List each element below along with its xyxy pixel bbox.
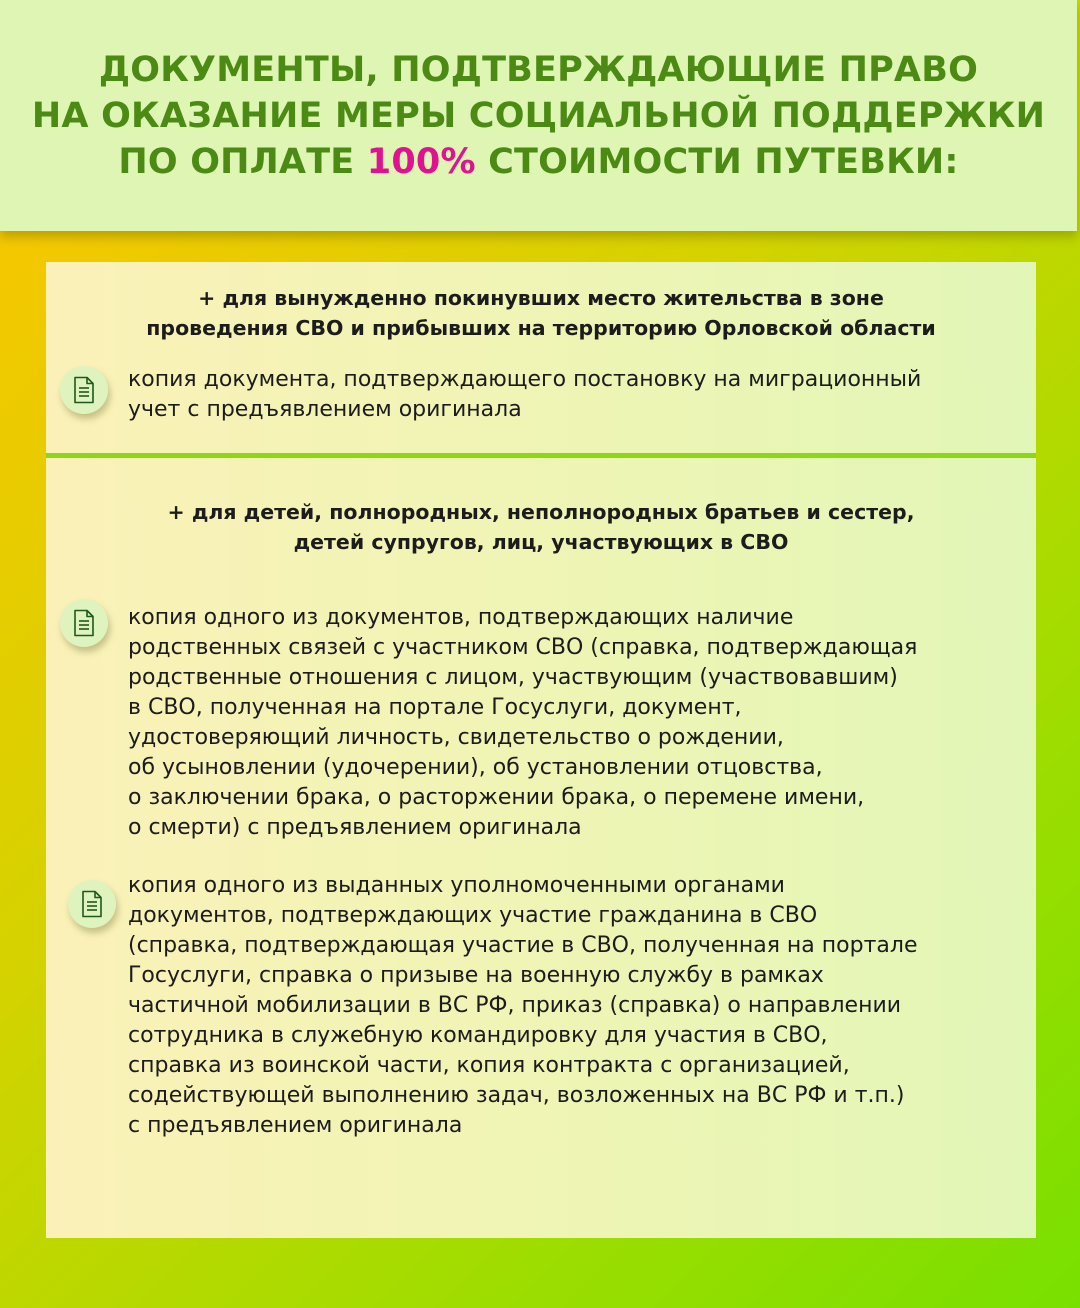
- item-line: документов, подтверждающих участие гражданина в СВО: [128, 903, 818, 928]
- item-line: частичной мобилизации в ВС РФ, приказ (справка) о направлении: [128, 993, 902, 1018]
- percent-highlight: 100%: [366, 141, 476, 182]
- document-item-text: [128, 871, 917, 1141]
- item-line: о смерти) с предъявлением оригинала: [128, 815, 582, 840]
- item-line: сотрудника в служебную командировку для участия в СВО,: [128, 1023, 828, 1048]
- page-title-line-2: НА ОКАЗАНИЕ МЕРЫ СОЦИАЛЬНОЙ ПОДДЕРЖКИ: [31, 95, 1046, 136]
- page-header: [0, 0, 1077, 231]
- item-line: копия одного из документов, подтверждающих наличие: [128, 605, 794, 630]
- item-line: в СВО, полученная на портале Госуслуги, документ,: [128, 695, 742, 720]
- item-line: удостоверяющий личность, свидетельство о рождении,: [128, 725, 784, 750]
- item-line: родственных связей с участником СВО (справка, подтверждающая: [128, 635, 918, 660]
- section-title-line: + для детей, полнородных, неполнородных братьев и сестер,: [167, 500, 915, 524]
- item-line: родственные отношения с лицом, участвующим (участвовавшим): [128, 665, 898, 690]
- page-title-line-3-start: ПО ОПЛАТЕ: [118, 141, 367, 182]
- item-line: с предъявлением оригинала: [128, 1113, 463, 1138]
- item-line: Госуслуги, справка о призыве на военную службу в рамках: [128, 963, 824, 988]
- section-title: [46, 497, 1036, 557]
- document-item-text: [128, 365, 921, 425]
- page-title-line-1: ДОКУМЕНТЫ, ПОДТВЕРЖДАЮЩИЕ ПРАВО: [98, 49, 979, 90]
- item-line: о заключении брака, о расторжении брака, о перемене имени,: [128, 785, 865, 810]
- item-line: содействующей выполнению задач, возложенных на ВС РФ и т.п.): [128, 1083, 905, 1108]
- page-title-line-3: [118, 139, 958, 185]
- document-icon: [68, 880, 116, 928]
- section-svo-relatives: [46, 458, 1036, 1238]
- item-line: справка из воинской части, копия контракта с организацией,: [128, 1053, 850, 1078]
- item-line: (справка, подтверждающая участие в СВО, полученная на портале: [128, 933, 918, 958]
- document-icon: [60, 599, 108, 647]
- document-icon: [60, 366, 108, 414]
- section-displaced-persons: [46, 262, 1036, 453]
- document-item-text: [128, 603, 917, 843]
- item-line: об усыновлении (удочерении), об установлении отцовства,: [128, 755, 823, 780]
- section-title-line: проведения СВО и прибывших на территорию Орловской области: [146, 316, 936, 340]
- item-line: копия одного из выданных уполномоченными органами: [128, 873, 785, 898]
- section-title: [46, 283, 1036, 343]
- section-title-line: детей супругов, лиц, участвующих в СВО: [293, 530, 789, 554]
- section-title-line: + для вынужденно покинувших место жительства в зоне: [198, 286, 884, 310]
- page-title-line-3-end: СТОИМОСТИ ПУТЕВКИ:: [475, 141, 959, 182]
- item-line: копия документа, подтверждающего постановку на миграционный: [128, 367, 922, 392]
- item-line: учет с предъявлением оригинала: [128, 397, 522, 422]
